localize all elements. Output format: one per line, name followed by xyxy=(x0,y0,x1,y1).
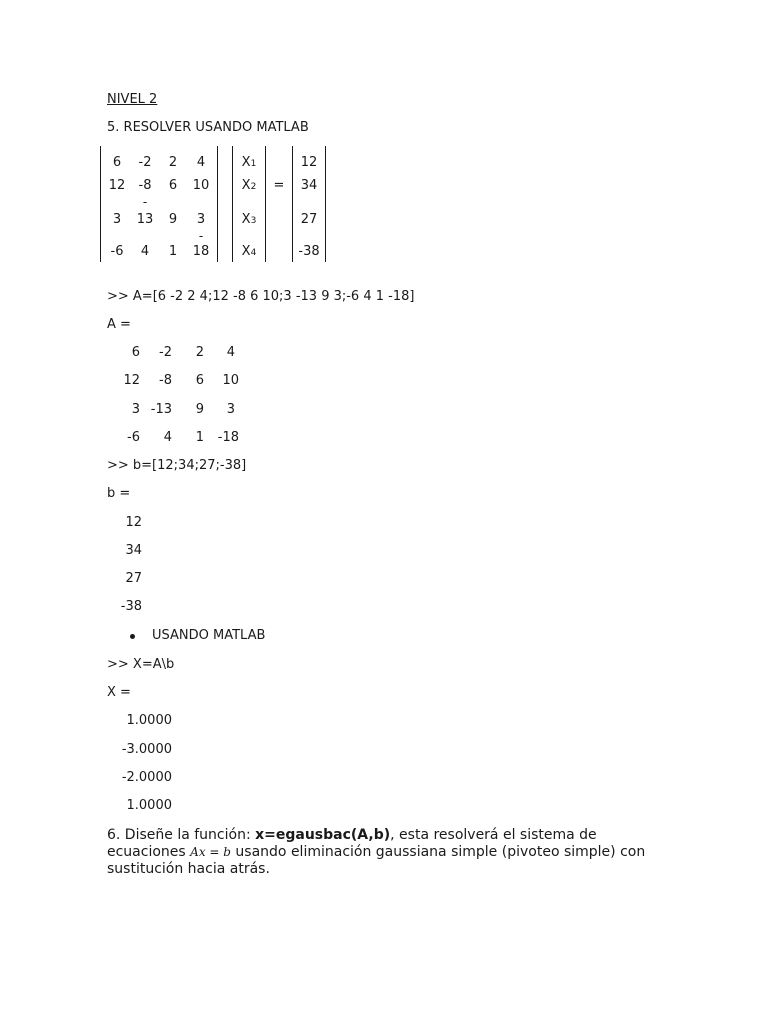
problem-6-intro: 6. Diseñe la función: xyxy=(107,827,256,843)
output-cell: -8 xyxy=(159,373,172,388)
problem-6-middle: , esta resolverá el sistema de ecuaciones xyxy=(107,827,597,860)
x-vector-entry: X1 xyxy=(241,155,257,170)
equation-system xyxy=(100,146,340,264)
matrix-cell: 9 xyxy=(168,212,178,227)
matrix-wrap-dash: - xyxy=(142,195,148,209)
matrix-right-bar xyxy=(217,146,218,262)
output-cell: 27 xyxy=(125,571,142,586)
output-cell: 1 xyxy=(195,430,204,445)
output-cell: -38 xyxy=(120,599,142,614)
matrix-cell: -8 xyxy=(138,178,152,193)
output-cell: -2 xyxy=(159,345,172,360)
rhs-entry: 34 xyxy=(300,178,318,193)
function-signature: x=egausbac(A,b) xyxy=(255,827,391,843)
output-cell: 9 xyxy=(195,402,204,417)
problem-5-title: 5. RESOLVER USANDO MATLAB xyxy=(107,120,309,135)
matrix-cell: -2 xyxy=(138,155,152,170)
matrix-cell: 3 xyxy=(196,212,206,227)
matrix-cell: 2 xyxy=(168,155,178,170)
output-cell: 12 xyxy=(125,515,142,530)
output-cell: -3.0000 xyxy=(121,742,172,757)
output-cell: -18 xyxy=(217,430,239,445)
matrix-cell: 1 xyxy=(168,244,178,259)
equation-inline: Ax = b xyxy=(190,845,231,859)
matrix-cell: 13 xyxy=(136,212,154,227)
matrix-cell: 6 xyxy=(112,155,122,170)
problem-6-paragraph xyxy=(107,827,667,878)
output-cell: 2 xyxy=(195,345,204,360)
bullet-icon xyxy=(130,634,135,639)
output-cell: -13 xyxy=(150,402,172,417)
x-vector-entry: X3 xyxy=(241,212,257,227)
matrix-cell: -6 xyxy=(110,244,124,259)
output-cell: -6 xyxy=(127,430,140,445)
output-cell: 6 xyxy=(195,373,204,388)
vector-x-right-bar xyxy=(265,146,266,262)
matrix-cell: 18 xyxy=(192,244,210,259)
rhs-entry: -38 xyxy=(298,244,320,259)
output-cell: 1.0000 xyxy=(126,798,172,813)
x-vector-entry: X2 xyxy=(241,178,257,193)
output-cell: 1.0000 xyxy=(126,713,172,728)
output-label-x: X = xyxy=(107,685,131,700)
output-label-a: A = xyxy=(107,317,131,332)
matrix-cell: 4 xyxy=(196,155,206,170)
output-cell: 12 xyxy=(123,373,140,388)
vector-b-right-bar xyxy=(325,146,326,262)
vector-b-left-bar xyxy=(292,146,293,262)
output-cell: 10 xyxy=(222,373,239,388)
matrix-cell: 6 xyxy=(168,178,178,193)
matlab-command-b: >> b=[12;34;27;-38] xyxy=(107,458,247,473)
bullet-text: USANDO MATLAB xyxy=(152,628,266,643)
matrix-left-bar xyxy=(100,146,101,262)
output-cell: -2.0000 xyxy=(121,770,172,785)
matlab-command-x: >> X=A\b xyxy=(107,657,175,672)
vector-x-left-bar xyxy=(232,146,233,262)
output-label-b: b = xyxy=(107,486,131,501)
equals-sign: = xyxy=(273,178,285,193)
matrix-cell: 10 xyxy=(192,178,210,193)
matrix-cell: 3 xyxy=(112,212,122,227)
matrix-cell: 12 xyxy=(108,178,126,193)
output-cell: 4 xyxy=(163,430,172,445)
output-cell: 3 xyxy=(226,402,235,417)
matlab-command-a: >> A=[6 -2 2 4;12 -8 6 10;3 -13 9 3;-6 4 1 -18] xyxy=(107,289,415,304)
output-cell: 4 xyxy=(226,345,235,360)
output-cell: 6 xyxy=(131,345,140,360)
matrix-cell: 4 xyxy=(140,244,150,259)
x-vector-entry: X4 xyxy=(241,244,257,259)
heading-nivel: NIVEL 2 xyxy=(107,92,158,107)
rhs-entry: 12 xyxy=(300,155,318,170)
rhs-entry: 27 xyxy=(300,212,318,227)
matrix-wrap-dash: - xyxy=(198,229,204,243)
problem-6-end: usando eliminación gaussiana simple (pivoteo simple) con sustitución hacia atrás. xyxy=(107,844,646,877)
output-cell: 3 xyxy=(131,402,140,417)
output-cell: 34 xyxy=(125,543,142,558)
